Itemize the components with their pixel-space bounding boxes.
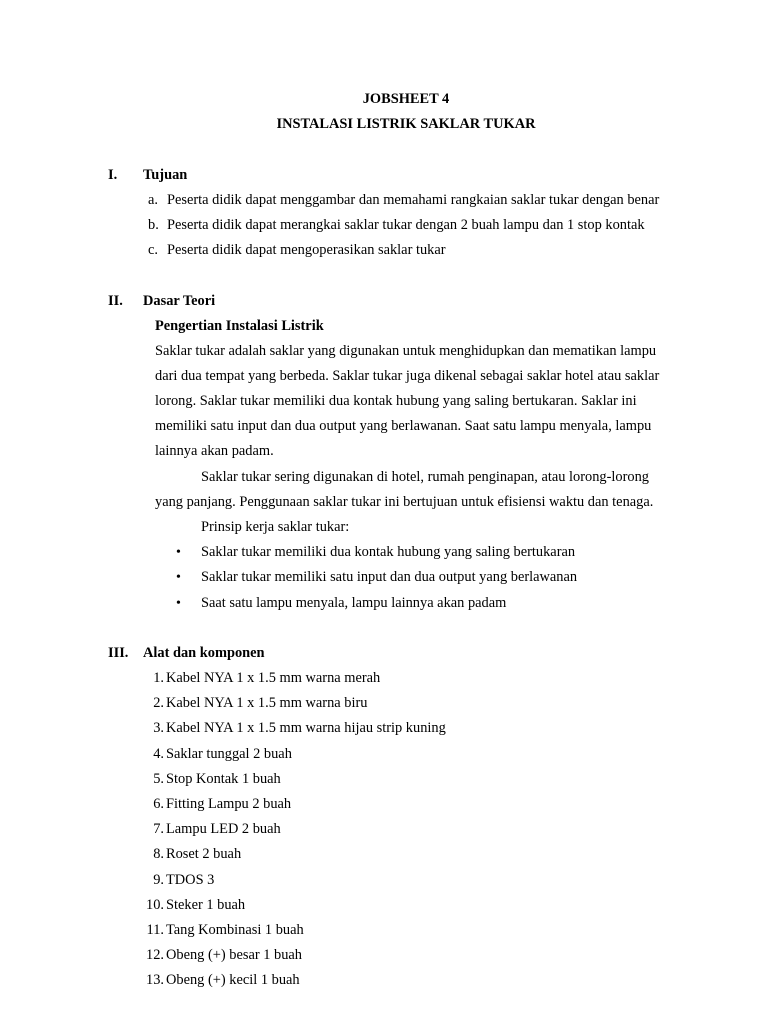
list-marker: 1.	[153, 670, 164, 686]
paragraph-line: lainnya akan padam.	[155, 443, 274, 459]
section-2-heading: Dasar Teori	[143, 293, 216, 309]
list-item-text: Kabel NYA 1 x 1.5 mm warna hijau strip kuning	[166, 720, 446, 737]
list-marker: 4.	[153, 745, 164, 762]
paragraph-line: Saklar tukar adalah saklar yang digunakan untuk menghidupkan dan mematikan lampu	[155, 343, 657, 359]
list-item-text: Obeng (+) kecil 1 buah	[166, 972, 300, 989]
section-1-heading: Tujuan	[143, 167, 188, 183]
paragraph-line: memiliki satu input dan dua output yang berlawanan. Saat satu lampu menyala, lampu	[155, 418, 652, 434]
list-item-text: Lampu LED 2 buah	[166, 821, 281, 838]
list-marker: 9.	[153, 871, 164, 888]
list-item-text: Tang Kombinasi 1 buah	[166, 922, 304, 938]
list-item-text: Kabel NYA 1 x 1.5 mm warna merah	[166, 670, 381, 686]
list-marker: 12.	[146, 947, 164, 964]
paragraph-line: Saklar tukar sering digunakan di hotel, rumah penginapan, atau lorong-lorong	[201, 469, 649, 485]
list-item-text: Peserta didik dapat menggambar dan memahami rangkaian saklar tukar dengan benar	[167, 192, 660, 208]
paragraph-line: lorong. Saklar tukar memiliki dua kontak hubung yang saling bertukaran. Saklar ini	[155, 393, 637, 409]
list-item-text: Stop Kontak 1 buah	[166, 770, 281, 787]
paragraph-line: dari dua tempat yang berbeda. Saklar tukar juga dikenal sebagai saklar hotel atau saklar	[155, 368, 660, 384]
list-marker: 7.	[153, 821, 164, 838]
list-marker: 10.	[146, 896, 164, 913]
subsection-heading: Pengertian Instalasi Listrik	[155, 318, 324, 334]
section-1-numeral: I.	[108, 167, 118, 183]
list-item-text: Peserta didik dapat mengoperasikan saklar tukar	[167, 242, 446, 258]
list-marker: a.	[148, 192, 158, 208]
section-3-heading: Alat dan komponen	[143, 645, 265, 661]
list-marker: 13.	[146, 972, 164, 989]
list-marker: c.	[148, 242, 158, 258]
list-item-text: Steker 1 buah	[166, 896, 246, 913]
principle-intro: Prinsip kerja saklar tukar:	[201, 519, 350, 535]
list-marker: 3.	[153, 720, 164, 737]
list-item-text: Saklar tunggal 2 buah	[166, 745, 292, 762]
bullet-icon: •	[176, 545, 181, 560]
list-marker: 6.	[153, 796, 164, 812]
bullet-text: Saklar tukar memiliki satu input dan dua output yang berlawanan	[201, 569, 578, 585]
document-subtitle: INSTALASI LISTRIK SAKLAR TUKAR	[276, 116, 536, 132]
bullet-icon: •	[176, 570, 181, 585]
section-2-numeral: II.	[108, 293, 123, 309]
list-marker: b.	[148, 217, 159, 233]
section-3-numeral: III.	[108, 645, 129, 661]
list-item-text: Roset 2 buah	[166, 846, 242, 863]
paragraph-line: yang panjang. Penggunaan saklar tukar ini bertujuan untuk efisiensi waktu dan tenaga.	[155, 494, 654, 510]
list-marker: 2.	[153, 695, 164, 712]
list-item-text: TDOS 3	[166, 871, 215, 888]
bullet-text: Saklar tukar memiliki dua kontak hubung yang saling bertukaran	[201, 544, 576, 560]
list-marker: 5.	[153, 770, 164, 787]
bullet-text: Saat satu lampu menyala, lampu lainnya akan padam	[201, 595, 507, 611]
list-marker: 8.	[153, 846, 164, 863]
list-item-text: Peserta didik dapat merangkai saklar tukar dengan 2 buah lampu dan 1 stop kontak	[167, 217, 645, 233]
list-item-text: Kabel NYA 1 x 1.5 mm warna biru	[166, 695, 368, 712]
bullet-icon: •	[176, 596, 181, 611]
list-item-text: Fitting Lampu 2 buah	[166, 796, 292, 812]
list-item-text: Obeng (+) besar 1 buah	[166, 947, 302, 964]
list-marker: 11.	[146, 922, 164, 938]
document-title: JOBSHEET 4	[362, 91, 450, 107]
